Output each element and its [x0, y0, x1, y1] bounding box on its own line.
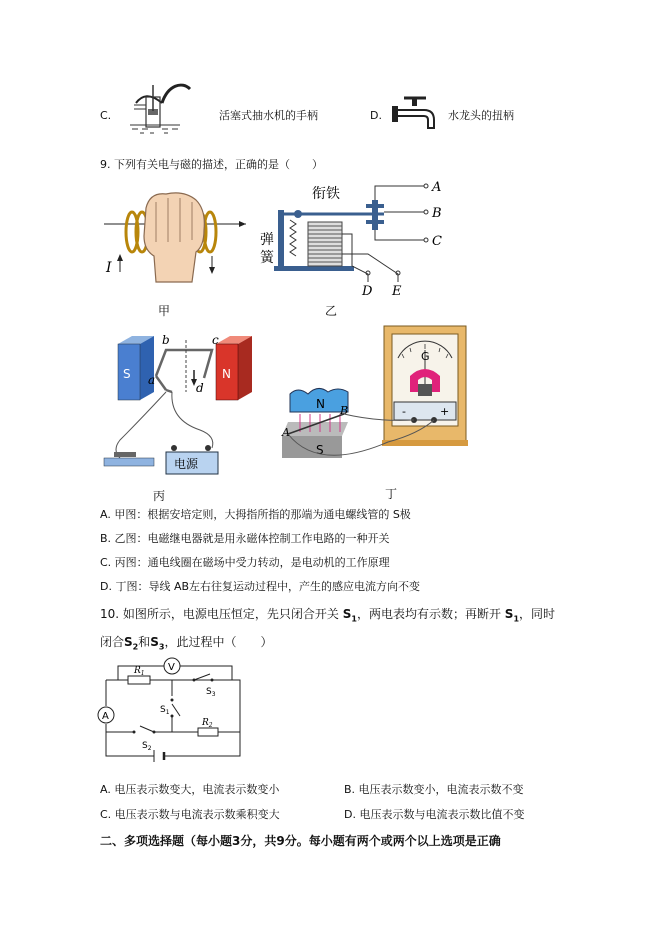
ammeter-label: A	[102, 711, 109, 722]
power-supply-label: 电源	[174, 457, 199, 471]
magnet-s-label: S	[123, 367, 131, 381]
ding-magnet-s-label: S	[316, 443, 324, 457]
wire-b-label: b	[162, 333, 170, 347]
terminal-d-label: D	[362, 284, 373, 298]
terminal-a-label: A	[432, 180, 442, 195]
terminal-c-label: C	[432, 234, 442, 249]
voltmeter-label: V	[168, 662, 175, 673]
option-c-text: 活塞式抽水机的手柄	[219, 109, 318, 122]
spring-label-2: 簧	[260, 250, 274, 266]
figure-ding-label: 丁	[385, 487, 398, 501]
s1-label: $S_1$	[160, 705, 170, 716]
figure-yi-label: 乙	[325, 304, 338, 318]
faucet-illustration	[390, 92, 440, 134]
q10-option-b: B. 电压表示数变小，电流表示数不变	[344, 783, 524, 796]
ding-wire-a-label: A	[282, 426, 290, 439]
magnet-n-label: N	[222, 367, 231, 381]
piston-pump-illustration	[120, 75, 200, 137]
armature-label: 衔铁	[312, 186, 340, 202]
section-2-heading: 二、多项选择题（每小题3分，共9分。每小题有两个或两个以上选项是正确	[100, 834, 501, 848]
figure-jia-solenoid-hand	[100, 186, 250, 286]
wire-c-label: c	[212, 333, 219, 347]
q10-option-a: A. 电压表示数变大，电流表示数变小	[100, 783, 280, 796]
figure-ding-induction	[278, 322, 474, 472]
galvanometer-plus-label: +	[440, 405, 450, 418]
current-label-i: I	[106, 260, 112, 276]
s2-label: $S_2$	[142, 741, 152, 752]
q9-option-c: C. 丙图：通电线圈在磁场中受力转动，是电动机的工作原理	[100, 556, 390, 569]
q10-circuit-diagram	[94, 656, 254, 766]
figure-jia-label: 甲	[158, 304, 171, 318]
ding-wire-b-label: B	[340, 404, 349, 417]
r1-label: $R_1$	[134, 666, 145, 677]
galvanometer-minus-label: -	[402, 405, 406, 418]
terminal-b-label: B	[432, 206, 442, 221]
q9-option-d: D. 丁图：导线 AB左右往复运动过程中，产生的感应电流方向不变	[100, 580, 421, 593]
wire-d-label: d	[196, 381, 204, 395]
q10-option-c: C. 电压表示数与电流表示数乘积变大	[100, 808, 280, 821]
q10-stem-line2: 闭合$S_2$和$S_3$，此过程中（ ）	[100, 635, 273, 652]
terminal-e-label: E	[392, 284, 402, 298]
q9-option-a: A. 甲图：根据安培定则，大拇指所指的那端为通电螺线管的 S极	[100, 508, 411, 521]
figure-bing-motor	[100, 330, 260, 480]
q9-stem: 9. 下列有关电与磁的描述，正确的是（ ）	[100, 158, 323, 171]
option-c-label: C.	[100, 109, 112, 122]
figure-bing-label: 丙	[153, 489, 166, 503]
wire-a-label: a	[148, 373, 156, 387]
galvanometer-g-label: G	[421, 350, 430, 363]
option-d-text: 水龙头的扭柄	[448, 109, 514, 122]
q9-option-b: B. 乙图：电磁继电器就是用永磁体控制工作电路的一种开关	[100, 532, 390, 545]
figure-yi-relay	[258, 176, 448, 298]
spring-label-1: 弹	[260, 232, 274, 248]
s3-label: $S_3$	[206, 687, 216, 698]
q10-stem-line1: 10. 如图所示，电源电压恒定，先只闭合开关 $S_1$，两电表均有示数；再断开 $S_1$，同时	[100, 607, 556, 624]
option-d-label: D.	[370, 109, 382, 122]
r2-label: $R_2$	[202, 718, 213, 729]
ding-magnet-n-label: N	[316, 397, 325, 411]
q10-option-d: D. 电压表示数与电流表示数比值不变	[344, 808, 525, 821]
